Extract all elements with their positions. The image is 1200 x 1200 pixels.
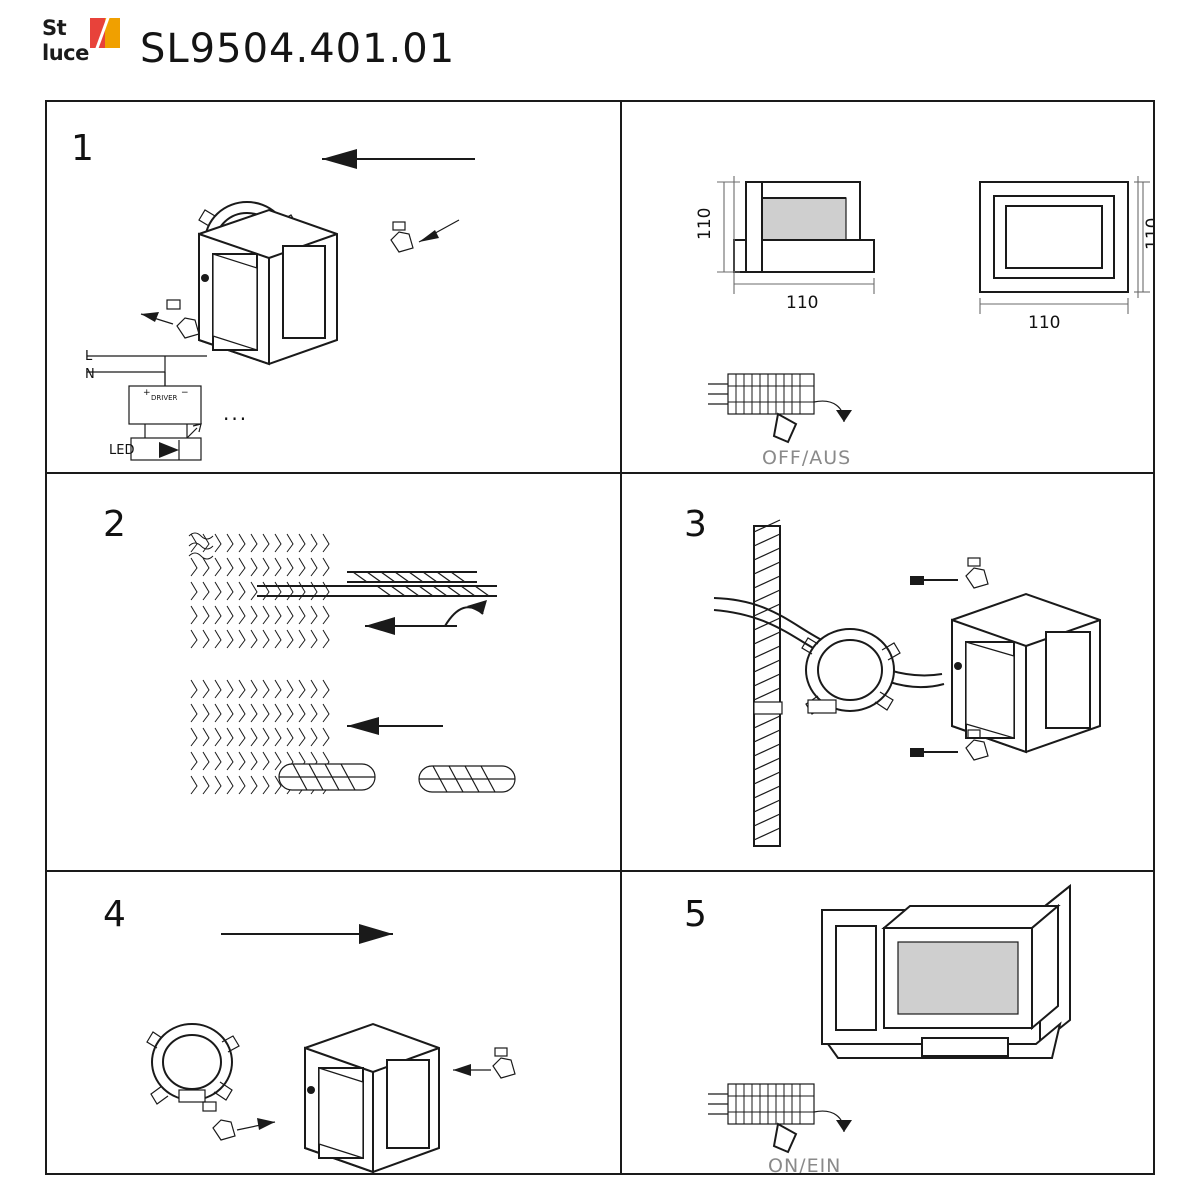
wall-plug-icon: [419, 766, 515, 792]
direction-arrow-icon: [322, 149, 475, 169]
luminaire-body: [305, 1024, 439, 1172]
power-on-label: ON/EIN: [768, 1155, 842, 1177]
step-5-illustration: [622, 872, 1153, 1177]
screw-icon-bottom: [203, 1102, 275, 1140]
step-2-number: 2: [103, 504, 126, 545]
rotate-push-arrow-icon: [365, 600, 487, 635]
step-1-number: 1: [71, 128, 94, 169]
wiring-neutral-label: N: [85, 367, 95, 382]
front-width-dim: 110: [1028, 313, 1061, 333]
side-height-dim: 110: [695, 207, 715, 240]
driver-minus: −: [181, 388, 189, 398]
circuit-breaker-off-icon: [708, 374, 852, 442]
wall-plug-inserted-icon: [279, 764, 375, 790]
luminaire-body: [199, 210, 337, 364]
side-width-dim: 110: [786, 293, 819, 313]
screw-icon-1: [391, 220, 459, 252]
step-4-panel: [47, 872, 622, 1173]
power-off-label: OFF/AUS: [762, 447, 852, 469]
brand-logo: [42, 16, 120, 72]
step-5-panel: [622, 872, 1153, 1177]
screw-icon-right: [453, 1048, 515, 1078]
circuit-breaker-on-icon: [708, 1084, 852, 1152]
luminaire-mounted: [822, 886, 1070, 1058]
front-height-dim: 110: [1143, 217, 1163, 250]
side-view: [717, 176, 874, 294]
step-4-number: 4: [103, 894, 126, 935]
insert-arrow-icon: [347, 717, 443, 735]
step-1-illustration: [47, 102, 622, 474]
wiring-diagram: [87, 356, 207, 460]
step-3-panel: [622, 474, 1153, 872]
step-5-number: 5: [684, 894, 707, 935]
steps-grid: [45, 100, 1163, 1177]
logo-line-2: luce: [42, 41, 89, 65]
dimensions-panel: [622, 102, 1163, 474]
step-1-panel: [47, 102, 622, 474]
screw-icon-2: [141, 300, 199, 338]
wiring-ellipsis: ...: [223, 401, 249, 425]
wiring-line-label: L: [85, 349, 93, 364]
luminaire-body: [952, 594, 1100, 752]
step-2-illustration: [47, 474, 622, 872]
product-code: SL9504.401.01: [140, 26, 456, 72]
front-view: [980, 176, 1150, 314]
wall-texture-top: [187, 532, 333, 656]
brand-square-icon: [90, 18, 120, 48]
step-3-illustration: [622, 474, 1153, 872]
mounting-bracket-icon: [147, 1024, 239, 1104]
step-2-panel: [47, 474, 622, 872]
direction-arrow-icon: [221, 924, 393, 944]
header: [0, 0, 1200, 88]
logo-line-1: St: [42, 16, 67, 40]
screw-icon-top: [910, 558, 988, 588]
svg-text:DRIVER: DRIVER: [151, 394, 178, 402]
dimensions-illustration: [622, 102, 1163, 474]
driver-plus: +: [143, 388, 151, 398]
step-3-number: 3: [684, 504, 707, 545]
step-4-illustration: [47, 872, 622, 1173]
wiring-led-label: LED: [109, 443, 135, 458]
wall-section: [754, 520, 780, 846]
